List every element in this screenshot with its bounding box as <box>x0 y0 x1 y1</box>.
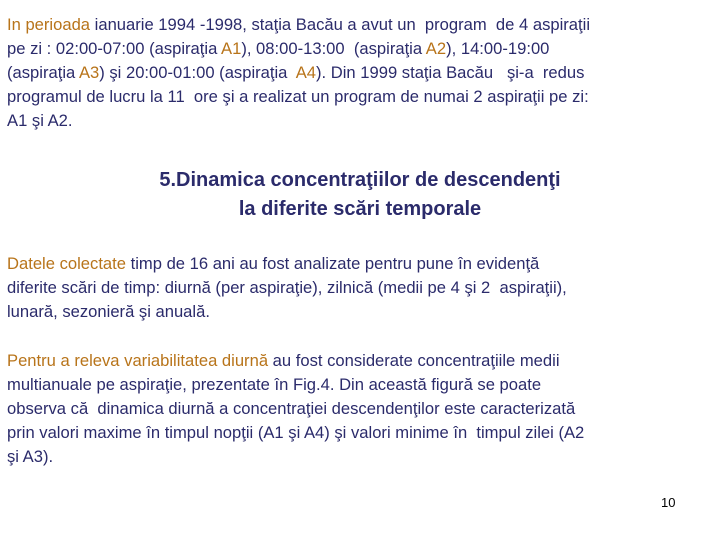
text-segment: au fost considerate concentraţiile medii <box>268 351 560 370</box>
text-segment: observa că dinamica diurnă a concentraţiei descendenţilor este caracterizată <box>7 399 576 418</box>
intro-paragraph <box>7 13 590 133</box>
page-number: 10 <box>661 495 676 510</box>
text-segment: şi A3). <box>7 447 54 466</box>
text-segment: programul de lucru la 11 ore şi a realizat un program de numai 2 aspiraţii pe zi: <box>7 87 589 106</box>
text-line <box>7 397 584 421</box>
highlighted-text: Pentru a releva variabilitatea diurnă <box>7 351 269 370</box>
diurnal-paragraph <box>7 349 584 469</box>
text-segment: multianuale pe aspiraţie, prezentate în Fig.4. Din această figură se poate <box>7 375 542 394</box>
text-segment: ). Din 1999 staţia Bacău şi-a redus <box>316 63 585 82</box>
text-segment: timp de 16 ani au fost analizate pentru pune în evidenţă <box>126 254 540 273</box>
heading-line-1: 5.Dinamica concentraţiilor de descendenţi <box>159 169 561 191</box>
text-segment: diferite scări de timp: diurnă (per aspiraţie), zilnică (medii pe 4 şi 2 aspiraţii), <box>7 278 567 297</box>
text-segment: (aspiraţia <box>7 63 79 82</box>
text-segment: prin valori maxime în timpul nopţii (A1 şi A4) şi valori minime în timpul zilei (A2 <box>7 423 585 442</box>
highlighted-text: A4 <box>295 63 317 82</box>
highlighted-text: A2 <box>425 39 447 58</box>
text-line <box>7 109 590 133</box>
heading-line-2: la diferite scări temporale <box>238 198 482 220</box>
text-line <box>7 349 584 373</box>
text-segment: ), 08:00-13:00 (aspiraţia <box>241 39 426 58</box>
text-line <box>7 421 584 445</box>
text-segment: pe zi : 02:00-07:00 (aspiraţia <box>7 39 222 58</box>
highlighted-text: A1 <box>221 39 242 58</box>
text-line <box>7 61 590 85</box>
data-paragraph <box>7 252 567 324</box>
text-line <box>7 85 590 109</box>
text-line <box>7 252 567 276</box>
text-line <box>7 13 590 37</box>
text-segment: ) şi 20:00-01:00 (aspiraţia <box>99 63 296 82</box>
text-line <box>7 373 584 397</box>
text-segment: ianuarie 1994 -1998, staţia Bacău a avut un program de 4 aspiraţii <box>90 15 591 34</box>
text-segment: lunară, sezonieră şi anuală. <box>7 302 210 321</box>
section-heading <box>0 166 720 224</box>
highlighted-text: A3 <box>78 63 100 82</box>
text-line <box>7 445 584 469</box>
text-line <box>7 300 567 324</box>
highlighted-text: In perioada <box>7 15 91 34</box>
text-line <box>7 276 567 300</box>
text-segment: A1 şi A2. <box>7 111 73 130</box>
text-segment: ), 14:00-19:00 <box>446 39 550 58</box>
highlighted-text: Datele colectate <box>7 254 126 273</box>
text-line <box>7 37 590 61</box>
